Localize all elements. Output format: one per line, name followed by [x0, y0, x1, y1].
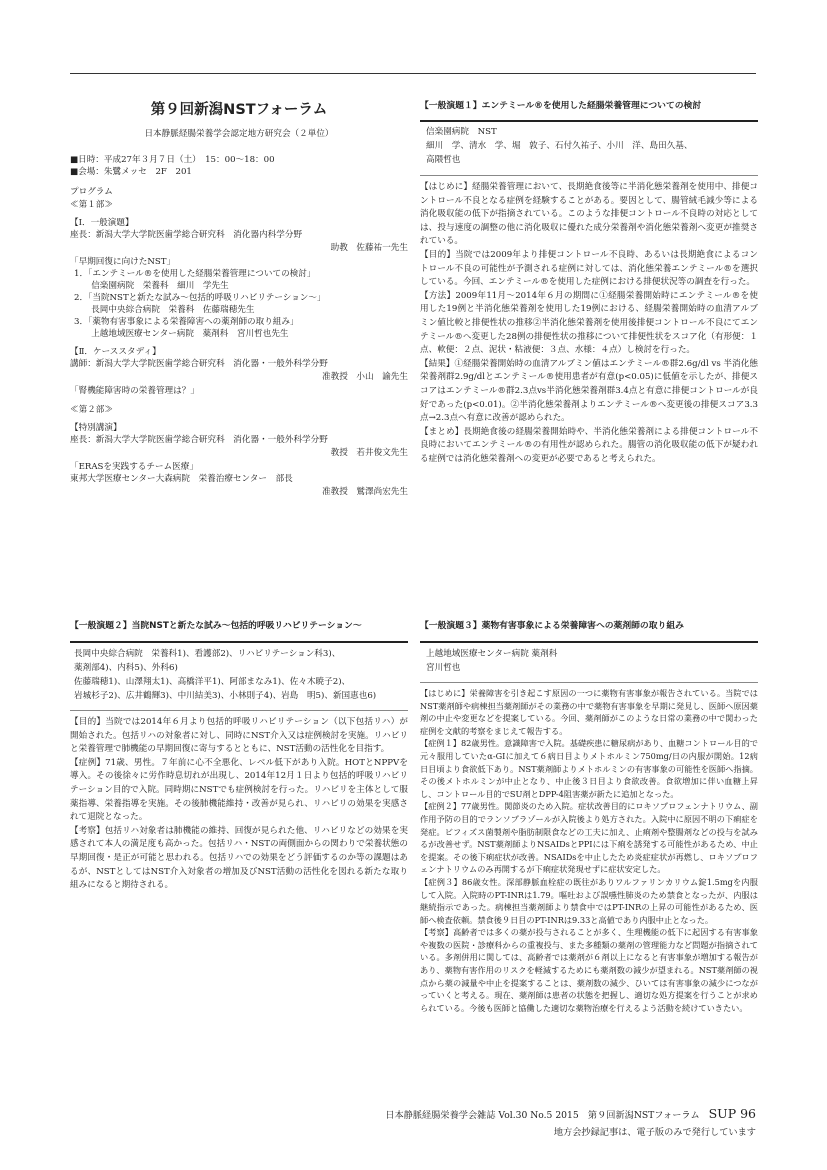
abstract3-heading: 【一般演題３】薬物有害事象による栄養障害への薬剤師の取り組み — [420, 621, 684, 631]
abstract1-summary: 【まとめ】長期絶食後の経腸栄養開始時や、半消化態栄養剤による排便コントロール不良時においてエンテミール®の有用性が認められた。腸管の消化吸収能の低下が疑われる症例では消化態栄養剤への変更が必要であると考えられた。 — [420, 426, 758, 464]
sec1-chair: 座長：新潟大学大学院医歯学総合研究科 消化器内科学分野 — [70, 230, 303, 240]
abstract2-affiliation: 長岡中央綜合病院 栄養科1)、看護部2)、リハビリテーション科3)、 — [74, 649, 341, 659]
abstract2-authors-1: 薬剤部4)、内科5)、外科6) — [74, 663, 178, 673]
sec1-theme: 「早期回復に向けたNST」 — [70, 257, 176, 267]
sec1-item-2: 2．「当院NSTと新たな試み〜包括的呼吸リハビリテーション〜」 — [74, 293, 326, 303]
sec2-theme: 「腎機能障害時の栄養管理は？」 — [70, 386, 199, 396]
forum-venue: ■会場：朱鷺メッセ 2F 201 — [70, 167, 192, 177]
sec3-speaker: 東邦大学医療センター大森病院 栄養治療センター 部長 — [70, 474, 293, 484]
sec3-chair-name: 教授 若井俊文先生 — [330, 448, 408, 458]
sec1-item-1: 1．「エンテミール®を使用した経腸栄養管理についての検討」 — [74, 269, 316, 279]
abstract1-result: 【結果】①経腸栄養開始時の血清アルブミン値はエンテミール®群2.6g/dl vs 半消化態栄養剤群2.9g/dlとエンテミール®使用患者が有意(p<0.05)に低値を示したが、排便スコアはエンテミール®群2.3点vs半消化態栄養剤群3.4点と有意に排便コントロールが良好であった(p<0.01)。②半消化態栄養剤よりエンテミール®へ変更後の排便スコア3.3点→2.3点へ有意に改善が認められた。 — [420, 358, 758, 424]
forum-org: 日本静脈経腸栄養学会認定地方研究会（２単位） — [144, 129, 334, 139]
abstract2-purpose: 【目的】当院では2014年６月より包括的呼吸リハビリテーション（以下包括リハ）が開始された。包括リハの対象者に対し、同時にNST介入又は症例検討を実施。リハビリと栄養管理で肺機能の早期回復に寄与するとともに、NST活動の活性化を目指す。 — [70, 717, 408, 755]
abstract1-affiliation: 信楽園病院 NST — [426, 127, 497, 137]
sec1-item-2-presenter: 長岡中央綜合病院 栄養科 佐藤瑞穂先生 — [74, 305, 255, 315]
abstract2-authors-2: 佐藤瑞穂1)、山澤翔太1)、高橋洋平1)、阿部まなみ1)、佐々木暁子2)、 — [74, 677, 351, 687]
part2-label: ≪第２部≫ — [70, 405, 113, 415]
abstract1-method: 【方法】2009年11月〜2014年６月の期間に①経腸栄養開始時にエンテミール®を使用した19例と半消化態栄養剤を使用した19例における、経腸栄養開始時の血清アルブミン値比較と排便性状の推移②半消化態栄養剤を使用後排便コントロール不良にてエンテミール®へ変更した28例の排便性状の推移について排便性状をスコア化（有形便：１点、軟便：２点、泥状・粘液便：３点、水様：４点）し検討を行った。 — [420, 290, 758, 356]
abstract2-heading: 【一般演題２】当院NSTと新たな試み〜包括的呼吸リハビリテーション〜 — [70, 621, 362, 631]
program-label: プログラム — [70, 187, 113, 197]
abstract2-case: 【症例】71歳、男性。７年前に心不全悪化、レベル低下があり入院。HOTとNPPVを導入。その後徐々に労作時息切れが出現し、2014年12月１日より包括的呼吸リハビリテーション目的で入院。同時期にNSTでも症例検討を行った。リハビリを主体として服薬指導、栄養指導を実施。その後肺機能維持・改善が見られ、リハビリの効果を実感されて退院となった。 — [70, 757, 408, 823]
footer-journal-text: 日本静脈経腸栄養学会雑誌 Vol.30 No.5 2015 第９回新潟NSTフォーラム — [385, 1110, 700, 1121]
abstract3-case1: 【症例１】82歳男性。意識障害で入院。基礎疾患に糖尿病があり、血糖コントロール目的で元々服用していたα-GIに加えて６病日目よりメトホルミン750mg/日の内服が開始。12病日目頃より食欲低下あり。NST薬剤師よりメトホルミンの有害事象の可能性を医師へ指摘。その後メトホルミンが中止となり、中止後３日目より食欲改善。食欲増加に伴い血糖上昇し、コントロール目的でSU剤とDPP-4阻害薬が新たに追加となった。 — [420, 738, 758, 799]
abstract3-case2: 【症例２】77歳男性。関節炎のため入院。症状改善目的にロキソプロフェンナトリウム、副作用予防の目的でランソプラゾールが入院後より処方された。入院中に原因不明の下痢症を発症。ビフィズス菌製剤や脂肪制限食などの工夫に加え、止痢剤や整腸剤などの投与を試みるが改善せず。NST薬剤師よりNSAIDsとPPIには下痢を誘発する可能性があるため、中止を提案。その後下痢症状が改善。NSAIDsを中止したため炎症症状が再燃し、ロキソプロフェンナトリウムのみ再開するが下痢症状発現せずに症状安定した。 — [420, 801, 758, 875]
sec1-item-1-presenter: 信楽園病院 栄養科 細川 学先生 — [74, 281, 229, 291]
abstract1-heading: 【一般演題１】エンテミール®を使用した経腸栄養管理についての検討 — [420, 101, 702, 111]
abstract1-authors-2: 高隈哲也 — [426, 155, 461, 165]
footer-note: 地方会抄録記事は、電子版のみで発行しています — [553, 1127, 756, 1138]
forum-title: 第９回新潟NSTフォーラム — [150, 102, 328, 118]
abstract1-intro: 【はじめに】経腸栄養管理において、長期絶食後等に半消化態栄養剤を使用中、排便コントロール不良となる症例を経験することがある。要因として、腸管絨毛減少等による消化吸収能の低下が指摘されている。このような排便コントロール不良時の対応としては、投与速度の調整の他に消化吸収に優れた成分栄養剤や消化態栄養剤へ変更が推奨されている。 — [420, 182, 758, 247]
abstract2-authors-3: 岩城杉子2)、広井鶴輝3)、中川結美3)、小林則子4)、岩島 明5)、新国恵也6) — [74, 691, 377, 701]
footer-page: SUP 96 — [708, 1106, 756, 1121]
abstract1-authors-1: 細川 学、清水 学、堀 敦子、石付久祐子、小川 洋、島田久基、 — [426, 141, 693, 151]
sec3-chair: 座長：新潟大学大学院医歯学総合研究科 消化器・一般外科学分野 — [70, 435, 328, 445]
forum-date: ■日時：平成27年３月７日（土） 15：00〜18：00 — [70, 155, 275, 165]
sec3-theme: 「ERASを実践するチーム医療」 — [70, 462, 198, 472]
sec2-title: 【Ⅱ．ケーススタディ】 — [70, 347, 161, 357]
sec1-item-3: 3．「薬物有害事象による栄養障害への薬剤師の取り組み」 — [74, 317, 299, 327]
sec1-title: 【Ⅰ．一般演題】 — [70, 218, 134, 228]
sec1-chair-name: 助教 佐藤祐一先生 — [330, 243, 408, 253]
sec2-chair: 講師：新潟大学大学院医歯学総合研究科 消化器・一般外科学分野 — [70, 359, 328, 369]
abstract3-intro: 【はじめに】栄養障害を引き起こす原因の一つに薬物有害事象が報告されている。当院ではNST薬剤師や病棟担当薬剤師がその業務の中で薬物有害事象を早期に発見し、医師へ原因薬剤の中止や変更などを提案している。今回、薬剤師がこのような日常の業務の中で関わった症例を文献的考察をまじえて報告する。 — [420, 688, 758, 736]
sec1-item-3-presenter: 上越地域医療センター病院 薬剤科 宮川哲也先生 — [74, 329, 289, 339]
abstract3-discussion: 【考察】高齢者では多くの薬が投与されることが多く、生理機能の低下に起因する有害事象や複数の医院・診療科からの重複投与、また多種類の薬剤の管理能力など問題が指摘されている。多剤併用に関しては、高齢者では薬剤が６剤以上になると有害事象が増加する報告があり、薬物有害作用のリスクを軽減するためにも薬剤数の減少が望まれる。NST薬剤師の視点から薬の減量や中止を提案することは、薬剤数の減少、ひいては有害事象の減少につながっていくと考える。現在、薬剤師は患者の状態を把握し、適切な処方提案を行うことが求められている。今後も医師と協働した適切な薬物治療を行えるよう活動を続けていきたい。 — [420, 927, 758, 1013]
abstract2-body — [70, 716, 408, 893]
abstract2-discussion: 【考察】包括リハ対象者は肺機能の維持、回復が見られた他、リハビリなどの効果を実感されて本人の満足度も高かった。包括リハ・NSTの両側面からの関わりで栄養状態の早期回復・是正が可能と思われる。包括リハでの効果をどう評価するのか等の課題はあるが、NSTとしてはNST介入対象者の増加及びNST活動の活性化を図れる新たな取り組みになると期待される。 — [70, 825, 408, 891]
abstract3-case3: 【症例３】86歳女性。深部静脈血栓症の既往がありワルファリンカリウム錠1.5mgを内服して入院。入院時のPT-INRは1.79。嘔吐および誤嚥性肺炎のため禁食となったが、内服は継続指示であった。病棟担当薬剤師より禁食中ではPT-INRの上昇の可能性があるため、医師へ検査依頼。禁食後９日目のPT-INRは9.33と高値であり内服中止となった。 — [420, 876, 758, 925]
sec3-title: 【特別講演】 — [70, 423, 122, 433]
abstract3-authors: 宮川哲也 — [426, 663, 461, 673]
sec2-chair-name: 准教授 小山 諭先生 — [322, 372, 408, 382]
sec3-speaker-name: 准教授 鷲澤尚宏先生 — [322, 487, 408, 497]
footer-journal — [300, 1106, 756, 1121]
abstract1-body — [420, 181, 758, 466]
abstract3-body — [420, 687, 758, 1014]
part1-label: ≪第１部≫ — [70, 200, 113, 210]
abstract3-affiliation: 上越地域医療センター病院 薬剤科 — [426, 649, 558, 659]
abstract1-purpose: 【目的】当院では2009年より排便コントロール不良時、あるいは長期絶食によるコントロール不良の可能性が予測される症例に対しては、消化態栄養エンテミール®を選択している。今回、エンテミール®を使用した症例における排便状況等の調査を行った。 — [420, 249, 758, 288]
